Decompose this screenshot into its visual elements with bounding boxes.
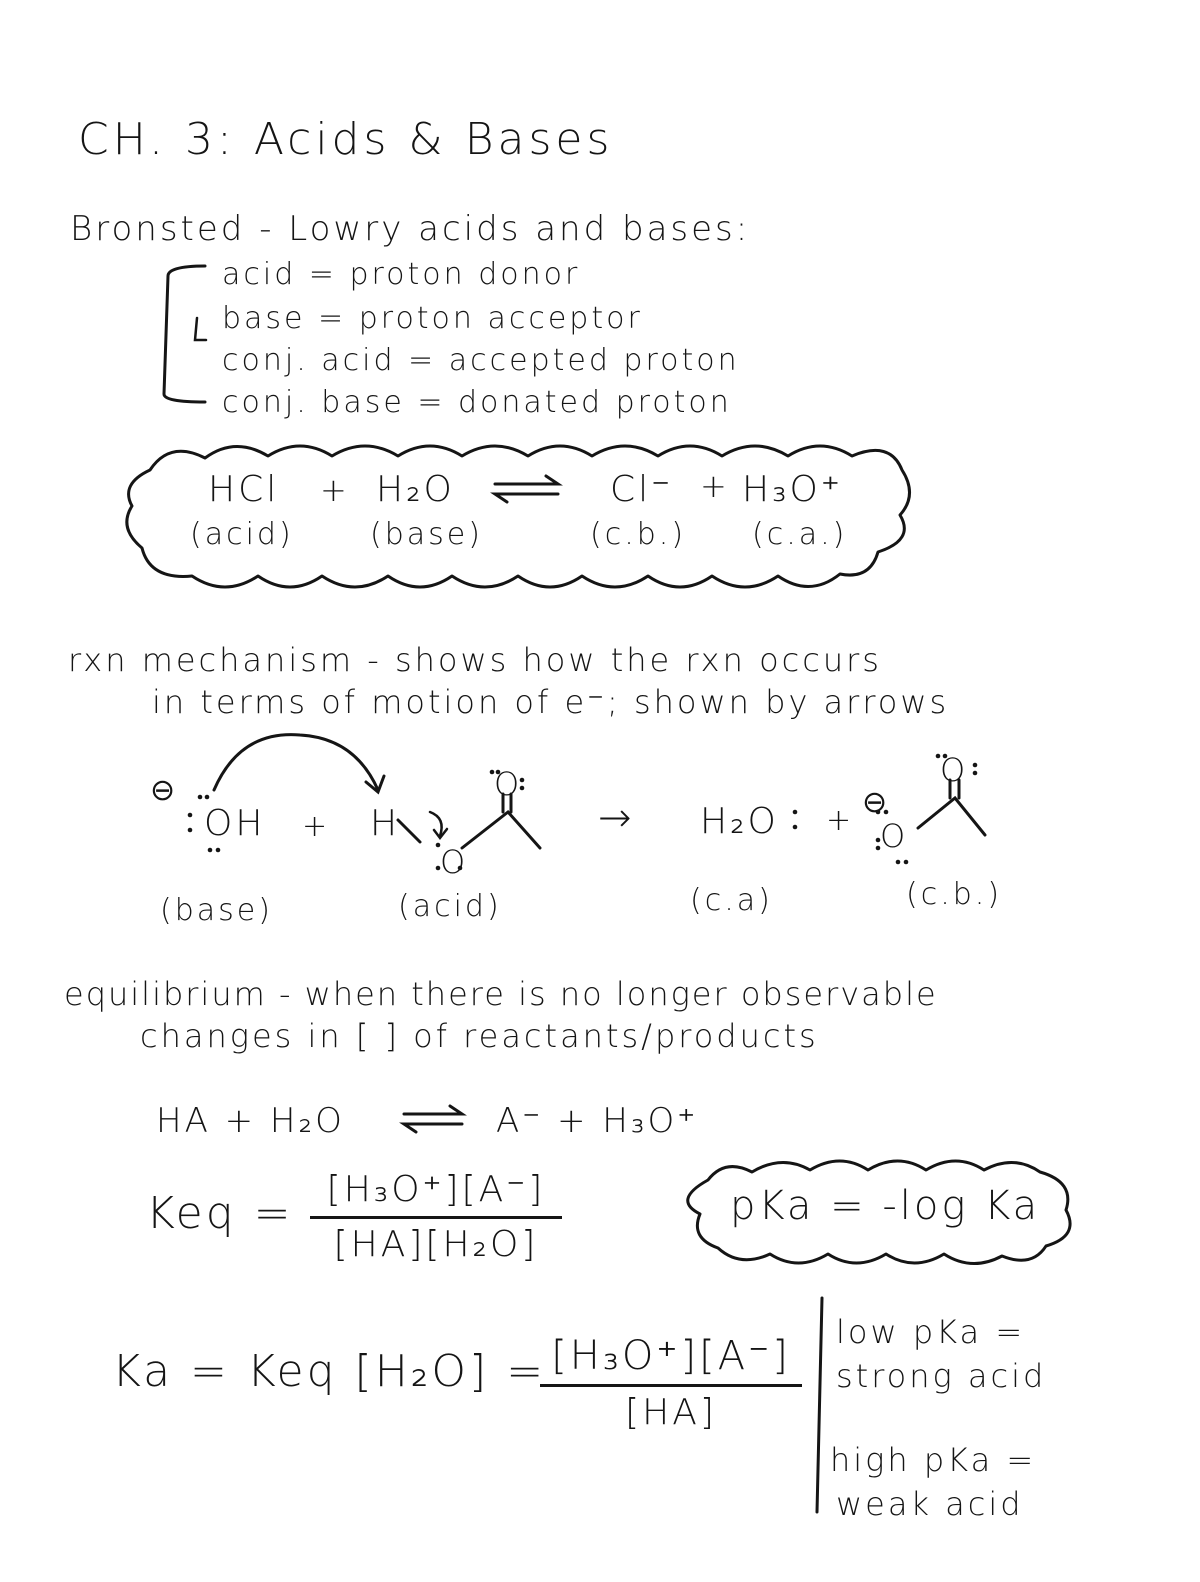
ka-label: Ka = Keq [H₂O] = xyxy=(112,1346,547,1397)
mechanism-plus-2: + xyxy=(826,803,855,838)
hydroxide-charge: ⊖ xyxy=(150,773,176,808)
mechanism-role-conj-acid: (c.a) xyxy=(690,883,773,918)
acid-hydroxyl-oxygen: O xyxy=(440,843,469,881)
reaction-arrow: → xyxy=(598,795,632,841)
mechanism-plus-1: + xyxy=(302,809,331,844)
ka-numerator: [H₃O⁺][A⁻] xyxy=(551,1333,791,1379)
product-water: H₂O xyxy=(700,801,779,842)
plus-2: + xyxy=(700,467,730,505)
mechanism-role-base: (base) xyxy=(160,893,273,928)
definition-conj-base: conj. base = donated proton xyxy=(222,385,732,420)
role-acid: (acid) xyxy=(190,517,294,552)
definition-conj-acid: conj. acid = accepted proton xyxy=(222,343,740,378)
hydroxide: OH xyxy=(204,803,266,844)
equilibrium-line-1: equilibrium - when there is no longer observable xyxy=(64,975,938,1013)
keq-denominator: [HA][H₂O] xyxy=(333,1224,539,1265)
species-h2o: H₂O xyxy=(376,469,455,510)
bronsted-heading: Bronsted - Lowry acids and bases: xyxy=(70,209,751,249)
definition-base: base = proton acceptor xyxy=(222,301,643,336)
species-cl: Cl⁻ xyxy=(610,469,674,510)
role-base: (base) xyxy=(370,517,483,552)
equilibrium-line-2: changes in [ ] of reactants/products xyxy=(140,1017,819,1055)
ka-denominator: [HA] xyxy=(625,1392,717,1433)
keq-label: Keq = xyxy=(146,1188,294,1239)
acid-carbonyl-oxygen: O xyxy=(494,765,523,803)
acetate-charge: ⊖ xyxy=(862,785,888,820)
high-pka-line-2: weak acid xyxy=(836,1485,1024,1523)
equilibrium-reaction-right: A⁻ + H₃O⁺ xyxy=(496,1101,699,1141)
role-conj-base: (c.b.) xyxy=(590,517,687,552)
mechanism-line-2: in terms of motion of e⁻; shown by arrows xyxy=(152,683,950,721)
acetate-carbonyl-oxygen: O xyxy=(940,751,969,789)
species-hcl: HCl xyxy=(208,469,280,510)
mechanism-role-acid: (acid) xyxy=(398,889,502,924)
species-h3o: H₃O⁺ xyxy=(742,469,843,510)
page-title: CH. 3: Acids & Bases xyxy=(78,114,614,165)
acetate-oxygen: O xyxy=(880,817,909,855)
mechanism-line-1: rxn mechanism - shows how the rxn occurs xyxy=(68,641,882,679)
low-pka-line-1: low pKa = xyxy=(836,1313,1026,1351)
pka-definition: pKa = -log Ka xyxy=(730,1183,1041,1229)
definition-acid: acid = proton donor xyxy=(222,257,581,292)
acid-hydrogen: H xyxy=(370,803,401,844)
low-pka-line-2: strong acid xyxy=(836,1357,1047,1395)
equilibrium-reaction-left: HA + H₂O xyxy=(156,1101,345,1141)
plus-1: + xyxy=(320,471,350,509)
keq-numerator: [H₃O⁺][A⁻] xyxy=(326,1169,546,1210)
mechanism-role-conj-base: (c.b.) xyxy=(906,877,1003,912)
role-conj-acid: (c.a.) xyxy=(752,517,848,552)
high-pka-line-1: high pKa = xyxy=(830,1441,1037,1479)
